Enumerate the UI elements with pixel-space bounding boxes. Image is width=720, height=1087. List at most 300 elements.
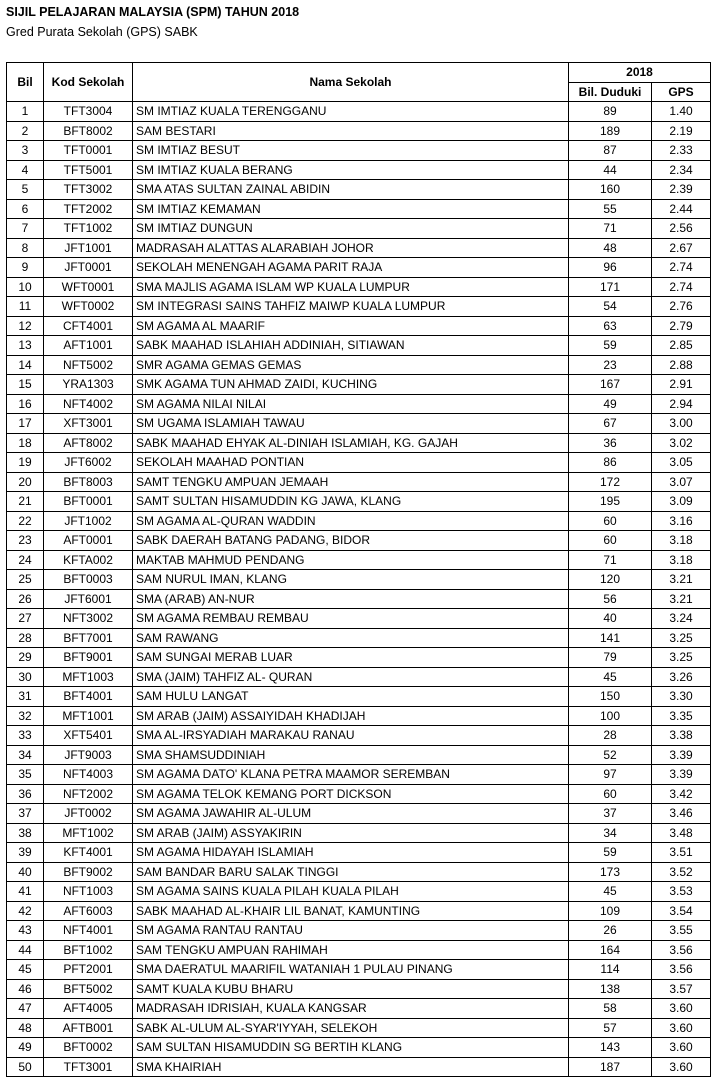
cell-kod-sekolah: AFTB001 [44, 1018, 133, 1038]
cell-kod-sekolah: MFT1001 [44, 706, 133, 726]
cell-nama-sekolah: SAM BANDAR BARU SALAK TINGGI [133, 862, 569, 882]
cell-gps: 3.57 [652, 979, 711, 999]
cell-gps: 2.44 [652, 199, 711, 219]
cell-kod-sekolah: XFT3001 [44, 414, 133, 434]
table-row [7, 628, 711, 648]
cell-gps: 3.07 [652, 472, 711, 492]
cell-gps: 1.40 [652, 102, 711, 122]
cell-bil-duduki: 60 [569, 784, 652, 804]
cell-kod-sekolah: JFT1002 [44, 511, 133, 531]
cell-kod-sekolah: AFT4005 [44, 999, 133, 1019]
cell-bil: 38 [7, 823, 44, 843]
table-row [7, 940, 711, 960]
cell-bil: 40 [7, 862, 44, 882]
table-row [7, 823, 711, 843]
cell-gps: 2.19 [652, 121, 711, 141]
cell-kod-sekolah: KFTA002 [44, 550, 133, 570]
table-row [7, 316, 711, 336]
cell-bil: 23 [7, 531, 44, 551]
cell-nama-sekolah: SM AGAMA DATO' KLANA PETRA MAAMOR SEREMBAN [133, 765, 569, 785]
cell-gps: 3.51 [652, 843, 711, 863]
table-row [7, 102, 711, 122]
table-row [7, 141, 711, 161]
cell-bil: 13 [7, 336, 44, 356]
cell-bil: 41 [7, 882, 44, 902]
cell-bil: 37 [7, 804, 44, 824]
cell-kod-sekolah: JFT0001 [44, 258, 133, 278]
table-row [7, 570, 711, 590]
table-row [7, 843, 711, 863]
document-subtitle: Gred Purata Sekolah (GPS) SABK [6, 25, 198, 39]
cell-kod-sekolah: BFT9001 [44, 648, 133, 668]
table-row [7, 726, 711, 746]
table-row [7, 667, 711, 687]
cell-kod-sekolah: NFT3002 [44, 609, 133, 629]
cell-gps: 3.39 [652, 765, 711, 785]
cell-nama-sekolah: SM IMTIAZ DUNGUN [133, 219, 569, 239]
cell-bil-duduki: 55 [569, 199, 652, 219]
cell-nama-sekolah: SMA DAERATUL MAARIFIL WATANIAH 1 PULAU PINANG [133, 960, 569, 980]
cell-bil-duduki: 171 [569, 277, 652, 297]
table-row [7, 921, 711, 941]
cell-bil: 36 [7, 784, 44, 804]
cell-kod-sekolah: NFT4002 [44, 394, 133, 414]
cell-kod-sekolah: BFT5002 [44, 979, 133, 999]
cell-gps: 3.56 [652, 940, 711, 960]
cell-gps: 3.60 [652, 1057, 711, 1077]
table-row [7, 180, 711, 200]
cell-nama-sekolah: SM IMTIAZ KUALA TERENGGANU [133, 102, 569, 122]
header-bil: Bil [7, 63, 44, 102]
cell-nama-sekolah: SM ARAB (JAIM) ASSYAKIRIN [133, 823, 569, 843]
cell-bil-duduki: 195 [569, 492, 652, 512]
table-row [7, 219, 711, 239]
cell-nama-sekolah: SM AGAMA AL-QURAN WADDIN [133, 511, 569, 531]
cell-gps: 3.21 [652, 589, 711, 609]
cell-bil: 14 [7, 355, 44, 375]
cell-gps: 2.79 [652, 316, 711, 336]
cell-bil-duduki: 57 [569, 1018, 652, 1038]
cell-bil: 12 [7, 316, 44, 336]
cell-bil: 28 [7, 628, 44, 648]
cell-nama-sekolah: SM IMTIAZ BESUT [133, 141, 569, 161]
cell-gps: 3.60 [652, 1018, 711, 1038]
table-row [7, 492, 711, 512]
cell-bil-duduki: 167 [569, 375, 652, 395]
cell-bil: 9 [7, 258, 44, 278]
cell-kod-sekolah: BFT0003 [44, 570, 133, 590]
cell-kod-sekolah: TFT3004 [44, 102, 133, 122]
cell-kod-sekolah: XFT5401 [44, 726, 133, 746]
table-row [7, 745, 711, 765]
cell-gps: 2.56 [652, 219, 711, 239]
cell-nama-sekolah: SABK MAAHAD AL-KHAIR LIL BANAT, KAMUNTING [133, 901, 569, 921]
cell-gps: 2.85 [652, 336, 711, 356]
cell-bil: 18 [7, 433, 44, 453]
cell-kod-sekolah: CFT4001 [44, 316, 133, 336]
cell-bil-duduki: 79 [569, 648, 652, 668]
cell-kod-sekolah: KFT4001 [44, 843, 133, 863]
table-row [7, 414, 711, 434]
table-row [7, 355, 711, 375]
table-row [7, 160, 711, 180]
cell-bil: 44 [7, 940, 44, 960]
cell-bil-duduki: 138 [569, 979, 652, 999]
cell-bil-duduki: 37 [569, 804, 652, 824]
cell-gps: 3.26 [652, 667, 711, 687]
cell-kod-sekolah: JFT6002 [44, 453, 133, 473]
cell-gps: 3.25 [652, 648, 711, 668]
cell-bil: 29 [7, 648, 44, 668]
cell-bil-duduki: 71 [569, 550, 652, 570]
table-row [7, 1018, 711, 1038]
table-row [7, 550, 711, 570]
cell-bil-duduki: 44 [569, 160, 652, 180]
cell-bil-duduki: 150 [569, 687, 652, 707]
cell-nama-sekolah: SAM BESTARI [133, 121, 569, 141]
table-row [7, 531, 711, 551]
table-row [7, 648, 711, 668]
cell-kod-sekolah: BFT8003 [44, 472, 133, 492]
cell-bil: 8 [7, 238, 44, 258]
cell-nama-sekolah: SM ARAB (JAIM) ASSAIYIDAH KHADIJAH [133, 706, 569, 726]
cell-kod-sekolah: BFT0002 [44, 1038, 133, 1058]
cell-kod-sekolah: AFT8002 [44, 433, 133, 453]
cell-nama-sekolah: SM UGAMA ISLAMIAH TAWAU [133, 414, 569, 434]
cell-gps: 3.48 [652, 823, 711, 843]
cell-bil-duduki: 86 [569, 453, 652, 473]
cell-bil: 39 [7, 843, 44, 863]
cell-nama-sekolah: SAM SUNGAI MERAB LUAR [133, 648, 569, 668]
table-row [7, 258, 711, 278]
cell-gps: 3.16 [652, 511, 711, 531]
cell-bil: 46 [7, 979, 44, 999]
cell-nama-sekolah: SMA (JAIM) TAHFIZ AL- QURAN [133, 667, 569, 687]
cell-kod-sekolah: NFT2002 [44, 784, 133, 804]
table-row [7, 238, 711, 258]
cell-nama-sekolah: SAM TENGKU AMPUAN RAHIMAH [133, 940, 569, 960]
cell-nama-sekolah: SM AGAMA JAWAHIR AL-ULUM [133, 804, 569, 824]
table-row [7, 687, 711, 707]
cell-nama-sekolah: SAMT SULTAN HISAMUDDIN KG JAWA, KLANG [133, 492, 569, 512]
cell-kod-sekolah: TFT5001 [44, 160, 133, 180]
cell-kod-sekolah: AFT1001 [44, 336, 133, 356]
cell-bil-duduki: 26 [569, 921, 652, 941]
cell-nama-sekolah: SM IMTIAZ KUALA BERANG [133, 160, 569, 180]
cell-gps: 3.55 [652, 921, 711, 941]
cell-bil-duduki: 49 [569, 394, 652, 414]
table-row [7, 199, 711, 219]
table-row [7, 882, 711, 902]
cell-bil: 22 [7, 511, 44, 531]
cell-bil: 7 [7, 219, 44, 239]
cell-kod-sekolah: BFT9002 [44, 862, 133, 882]
cell-kod-sekolah: MFT1003 [44, 667, 133, 687]
cell-bil-duduki: 120 [569, 570, 652, 590]
cell-bil: 1 [7, 102, 44, 122]
cell-bil-duduki: 87 [569, 141, 652, 161]
cell-bil-duduki: 28 [569, 726, 652, 746]
cell-gps: 3.38 [652, 726, 711, 746]
cell-bil: 15 [7, 375, 44, 395]
table-row [7, 960, 711, 980]
cell-bil: 21 [7, 492, 44, 512]
document-title: SIJIL PELAJARAN MALAYSIA (SPM) TAHUN 2018 [6, 5, 300, 19]
cell-bil: 48 [7, 1018, 44, 1038]
cell-bil: 45 [7, 960, 44, 980]
table-row [7, 609, 711, 629]
cell-bil-duduki: 143 [569, 1038, 652, 1058]
cell-nama-sekolah: SMA AL-IRSYADIAH MARAKAU RANAU [133, 726, 569, 746]
header-nama-sekolah: Nama Sekolah [133, 63, 569, 102]
cell-nama-sekolah: SEKOLAH MENENGAH AGAMA PARIT RAJA [133, 258, 569, 278]
cell-kod-sekolah: PFT2001 [44, 960, 133, 980]
cell-nama-sekolah: MADRASAH ALATTAS ALARABIAH JOHOR [133, 238, 569, 258]
cell-bil: 31 [7, 687, 44, 707]
table-row [7, 1057, 711, 1077]
table-row [7, 336, 711, 356]
cell-gps: 2.91 [652, 375, 711, 395]
cell-bil-duduki: 52 [569, 745, 652, 765]
cell-kod-sekolah: NFT4003 [44, 765, 133, 785]
cell-kod-sekolah: BFT1002 [44, 940, 133, 960]
cell-gps: 2.76 [652, 297, 711, 317]
table-row [7, 472, 711, 492]
cell-kod-sekolah: JFT0002 [44, 804, 133, 824]
cell-gps: 3.53 [652, 882, 711, 902]
cell-gps: 3.46 [652, 804, 711, 824]
cell-nama-sekolah: SABK MAAHAD ISLAHIAH ADDINIAH, SITIAWAN [133, 336, 569, 356]
cell-bil-duduki: 59 [569, 336, 652, 356]
cell-gps: 3.35 [652, 706, 711, 726]
cell-bil-duduki: 67 [569, 414, 652, 434]
cell-kod-sekolah: JFT1001 [44, 238, 133, 258]
cell-bil-duduki: 48 [569, 238, 652, 258]
cell-nama-sekolah: SAM HULU LANGAT [133, 687, 569, 707]
cell-bil: 33 [7, 726, 44, 746]
cell-bil-duduki: 71 [569, 219, 652, 239]
cell-bil: 20 [7, 472, 44, 492]
cell-gps: 3.52 [652, 862, 711, 882]
cell-kod-sekolah: AFT6003 [44, 901, 133, 921]
cell-nama-sekolah: SMA ATAS SULTAN ZAINAL ABIDIN [133, 180, 569, 200]
cell-gps: 3.05 [652, 453, 711, 473]
cell-nama-sekolah: SM AGAMA HIDAYAH ISLAMIAH [133, 843, 569, 863]
cell-bil-duduki: 36 [569, 433, 652, 453]
cell-gps: 2.74 [652, 258, 711, 278]
table-row [7, 804, 711, 824]
cell-bil-duduki: 173 [569, 862, 652, 882]
cell-nama-sekolah: SM IMTIAZ KEMAMAN [133, 199, 569, 219]
table-row [7, 433, 711, 453]
cell-nama-sekolah: SEKOLAH MAAHAD PONTIAN [133, 453, 569, 473]
cell-bil: 30 [7, 667, 44, 687]
cell-bil-duduki: 45 [569, 667, 652, 687]
cell-gps: 3.42 [652, 784, 711, 804]
cell-gps: 3.24 [652, 609, 711, 629]
cell-bil: 10 [7, 277, 44, 297]
cell-nama-sekolah: SMA KHAIRIAH [133, 1057, 569, 1077]
table-row [7, 1038, 711, 1058]
cell-gps: 2.88 [652, 355, 711, 375]
cell-bil-duduki: 109 [569, 901, 652, 921]
cell-nama-sekolah: SMK AGAMA TUN AHMAD ZAIDI, KUCHING [133, 375, 569, 395]
cell-bil: 6 [7, 199, 44, 219]
cell-kod-sekolah: NFT5002 [44, 355, 133, 375]
cell-gps: 2.34 [652, 160, 711, 180]
cell-bil: 11 [7, 297, 44, 317]
cell-bil: 16 [7, 394, 44, 414]
cell-bil-duduki: 56 [569, 589, 652, 609]
cell-gps: 3.56 [652, 960, 711, 980]
cell-bil: 3 [7, 141, 44, 161]
cell-bil: 49 [7, 1038, 44, 1058]
cell-bil-duduki: 97 [569, 765, 652, 785]
cell-bil: 27 [7, 609, 44, 629]
table-row [7, 511, 711, 531]
cell-nama-sekolah: SM INTEGRASI SAINS TAHFIZ MAIWP KUALA LUMPUR [133, 297, 569, 317]
cell-kod-sekolah: AFT0001 [44, 531, 133, 551]
cell-bil: 2 [7, 121, 44, 141]
cell-kod-sekolah: TFT3001 [44, 1057, 133, 1077]
cell-nama-sekolah: SM AGAMA RANTAU RANTAU [133, 921, 569, 941]
cell-kod-sekolah: TFT3002 [44, 180, 133, 200]
cell-nama-sekolah: SM AGAMA REMBAU REMBAU [133, 609, 569, 629]
cell-kod-sekolah: TFT2002 [44, 199, 133, 219]
cell-nama-sekolah: SABK MAAHAD EHYAK AL-DINIAH ISLAMIAH, KG. GAJAH [133, 433, 569, 453]
cell-kod-sekolah: JFT6001 [44, 589, 133, 609]
cell-bil-duduki: 96 [569, 258, 652, 278]
cell-bil-duduki: 60 [569, 511, 652, 531]
cell-gps: 3.39 [652, 745, 711, 765]
table-row [7, 394, 711, 414]
cell-kod-sekolah: BFT4001 [44, 687, 133, 707]
cell-bil-duduki: 100 [569, 706, 652, 726]
cell-gps: 3.21 [652, 570, 711, 590]
cell-bil-duduki: 89 [569, 102, 652, 122]
cell-nama-sekolah: SM AGAMA TELOK KEMANG PORT DICKSON [133, 784, 569, 804]
table-row [7, 706, 711, 726]
cell-kod-sekolah: MFT1002 [44, 823, 133, 843]
cell-kod-sekolah: BFT0001 [44, 492, 133, 512]
cell-gps: 2.74 [652, 277, 711, 297]
cell-bil: 17 [7, 414, 44, 434]
cell-bil-duduki: 164 [569, 940, 652, 960]
cell-bil: 34 [7, 745, 44, 765]
cell-bil: 19 [7, 453, 44, 473]
cell-nama-sekolah: SABK DAERAH BATANG PADANG, BIDOR [133, 531, 569, 551]
cell-gps: 3.60 [652, 1038, 711, 1058]
cell-gps: 2.33 [652, 141, 711, 161]
cell-gps: 3.18 [652, 550, 711, 570]
cell-gps: 3.25 [652, 628, 711, 648]
cell-bil: 25 [7, 570, 44, 590]
cell-bil: 4 [7, 160, 44, 180]
table-row [7, 277, 711, 297]
cell-bil-duduki: 34 [569, 823, 652, 843]
cell-bil-duduki: 23 [569, 355, 652, 375]
cell-bil-duduki: 141 [569, 628, 652, 648]
cell-nama-sekolah: SAMT TENGKU AMPUAN JEMAAH [133, 472, 569, 492]
cell-nama-sekolah: SMR AGAMA GEMAS GEMAS [133, 355, 569, 375]
table-body [7, 102, 711, 1077]
cell-bil-duduki: 172 [569, 472, 652, 492]
table-row [7, 589, 711, 609]
cell-bil: 50 [7, 1057, 44, 1077]
cell-bil: 5 [7, 180, 44, 200]
cell-bil-duduki: 189 [569, 121, 652, 141]
table-row [7, 297, 711, 317]
table-row [7, 453, 711, 473]
cell-kod-sekolah: WFT0002 [44, 297, 133, 317]
cell-nama-sekolah: SMA SHAMSUDDINIAH [133, 745, 569, 765]
cell-kod-sekolah: NFT1003 [44, 882, 133, 902]
cell-nama-sekolah: SAM RAWANG [133, 628, 569, 648]
cell-kod-sekolah: WFT0001 [44, 277, 133, 297]
cell-gps: 3.00 [652, 414, 711, 434]
cell-bil-duduki: 59 [569, 843, 652, 863]
cell-kod-sekolah: YRA1303 [44, 375, 133, 395]
cell-kod-sekolah: BFT7001 [44, 628, 133, 648]
cell-nama-sekolah: SAM SULTAN HISAMUDDIN SG BERTIH KLANG [133, 1038, 569, 1058]
header-gps: GPS [652, 82, 711, 102]
cell-nama-sekolah: SABK AL-ULUM AL-SYAR'IYYAH, SELEKOH [133, 1018, 569, 1038]
cell-kod-sekolah: NFT4001 [44, 921, 133, 941]
cell-nama-sekolah: SMA MAJLIS AGAMA ISLAM WP KUALA LUMPUR [133, 277, 569, 297]
table-row [7, 901, 711, 921]
cell-bil-duduki: 45 [569, 882, 652, 902]
cell-gps: 2.39 [652, 180, 711, 200]
cell-kod-sekolah: BFT8002 [44, 121, 133, 141]
table-row [7, 121, 711, 141]
cell-nama-sekolah: MAKTAB MAHMUD PENDANG [133, 550, 569, 570]
cell-nama-sekolah: MADRASAH IDRISIAH, KUALA KANGSAR [133, 999, 569, 1019]
cell-bil: 43 [7, 921, 44, 941]
gps-table [6, 62, 711, 1077]
header-kod-sekolah: Kod Sekolah [44, 63, 133, 102]
cell-nama-sekolah: SAM NURUL IMAN, KLANG [133, 570, 569, 590]
cell-bil-duduki: 60 [569, 531, 652, 551]
cell-nama-sekolah: SM AGAMA AL MAARIF [133, 316, 569, 336]
cell-bil-duduki: 63 [569, 316, 652, 336]
table-row [7, 862, 711, 882]
cell-bil-duduki: 160 [569, 180, 652, 200]
cell-nama-sekolah: SAMT KUALA KUBU BHARU [133, 979, 569, 999]
cell-bil: 32 [7, 706, 44, 726]
cell-gps: 2.94 [652, 394, 711, 414]
cell-bil: 42 [7, 901, 44, 921]
table-row [7, 765, 711, 785]
cell-bil: 26 [7, 589, 44, 609]
cell-nama-sekolah: SM AGAMA NILAI NILAI [133, 394, 569, 414]
cell-bil: 24 [7, 550, 44, 570]
cell-gps: 3.60 [652, 999, 711, 1019]
cell-bil-duduki: 40 [569, 609, 652, 629]
cell-gps: 3.09 [652, 492, 711, 512]
cell-bil-duduki: 54 [569, 297, 652, 317]
cell-gps: 2.67 [652, 238, 711, 258]
cell-kod-sekolah: JFT9003 [44, 745, 133, 765]
cell-nama-sekolah: SM AGAMA SAINS KUALA PILAH KUALA PILAH [133, 882, 569, 902]
cell-gps: 3.30 [652, 687, 711, 707]
cell-nama-sekolah: SMA (ARAB) AN-NUR [133, 589, 569, 609]
table-row [7, 999, 711, 1019]
cell-bil: 47 [7, 999, 44, 1019]
header-year: 2018 [569, 63, 711, 83]
table-row [7, 784, 711, 804]
cell-bil: 35 [7, 765, 44, 785]
table-row [7, 375, 711, 395]
